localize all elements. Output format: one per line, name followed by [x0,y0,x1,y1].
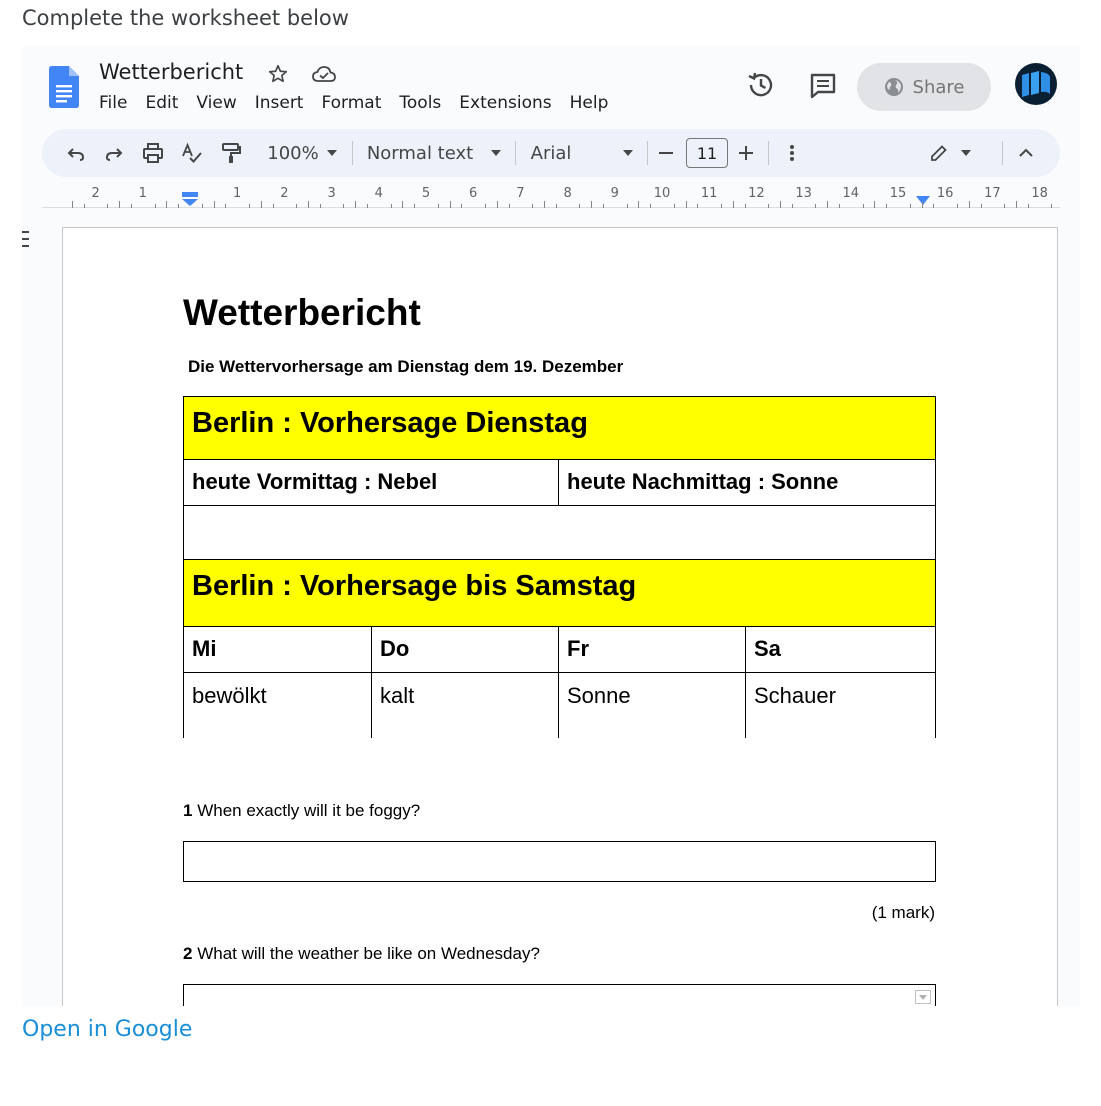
worksheet-instruction: Complete the worksheet below [22,6,349,30]
comments-icon[interactable] [808,71,838,101]
ruler-tick [969,201,970,208]
answer-2-field[interactable] [183,984,936,1006]
document-title[interactable]: Wetterbericht [99,60,244,84]
question-2-number: 2 [183,944,193,963]
zoom-select[interactable] [257,129,347,177]
day-cell: Mi [184,627,372,673]
ruler-tick [509,204,510,208]
ruler-tick [308,201,309,208]
ruler-tick [225,204,226,208]
table-empty-row [184,506,936,560]
ruler-tick [1028,204,1029,208]
ruler-tick [402,201,403,208]
document-page[interactable] [62,227,1058,1006]
question-2-text: What will the weather be like on Wednesday? [197,944,540,963]
ruler-tick [780,201,781,208]
ruler-tick [1004,204,1005,208]
ruler-label: 11 [700,186,718,201]
spellcheck-icon[interactable] [180,129,204,177]
font-family-value: Arial [530,142,572,164]
ruler-label: 16 [936,186,954,201]
ruler-tick [591,201,592,208]
menu-extensions[interactable]: Extensions [459,93,552,113]
chevron-down-icon [327,150,337,156]
ruler-tick [261,201,262,208]
chevron-down-icon [491,150,501,156]
ruler-tick [202,204,203,208]
ruler-label: 6 [469,186,478,201]
ruler-tick [131,204,132,208]
ruler-tick [485,204,486,208]
editing-mode-select[interactable] [925,129,975,177]
menu-file[interactable]: File [99,93,128,113]
ruler-tick [815,204,816,208]
ruler-tick [296,204,297,208]
ruler-tick [745,204,746,208]
ruler-tick [214,201,215,208]
more-options-icon[interactable] [782,129,802,177]
horizontal-ruler[interactable] [42,182,1060,208]
google-docs-logo-icon[interactable] [49,66,79,108]
ruler-tick [1016,201,1017,208]
question-1-number: 1 [183,801,193,820]
menu-tools[interactable]: Tools [399,93,442,113]
increase-font-size-icon[interactable] [735,129,757,177]
ruler-tick [1051,204,1052,208]
ruler-tick [273,204,274,208]
cloud-saved-icon[interactable] [311,64,337,86]
menu-help[interactable]: Help [569,93,609,113]
ruler-tick [355,201,356,208]
menu-insert[interactable]: Insert [254,93,304,113]
table-header-until-saturday: Berlin : Vorhersage bis Samstag [184,560,936,627]
ruler-tick [874,201,875,208]
ruler-tick [933,204,934,208]
ruler-tick [886,204,887,208]
menu-bar [99,93,626,113]
ruler-tick [72,201,73,208]
weather-cell: Schauer [746,673,936,738]
ruler-tick [438,204,439,208]
decrease-font-size-icon[interactable] [655,129,677,177]
ruler-label: 2 [91,186,100,201]
ruler-label: 1 [233,186,242,201]
redo-icon[interactable] [102,129,126,177]
avatar[interactable] [1015,63,1057,105]
ruler-label: 1 [138,186,147,201]
ruler-tick [674,204,675,208]
ruler-tick [532,204,533,208]
day-cell: Sa [746,627,936,673]
question-1 [183,801,420,821]
ruler-label: 17 [984,186,1001,201]
share-label: Share [912,76,965,98]
version-history-icon[interactable] [746,70,776,100]
pencil-icon [929,143,949,163]
ruler-tick [320,204,321,208]
collapse-menus-icon[interactable] [1016,129,1036,177]
ruler-tick [579,204,580,208]
ruler-tick [910,204,911,208]
left-indent-marker-icon[interactable] [182,192,198,206]
ruler-label: 3 [327,186,336,201]
ruler-tick [461,204,462,208]
ruler-tick [450,201,451,208]
ruler-tick [119,201,120,208]
ruler-tick [391,204,392,208]
ruler-label: 5 [421,186,431,201]
ruler-tick [603,204,604,208]
ruler-label: 18 [1031,186,1048,201]
dropdown-arrow-icon[interactable] [915,990,931,1004]
ruler-label: 2 [280,186,289,201]
share-button[interactable] [857,63,991,111]
ruler-label: 9 [610,186,619,201]
menu-edit[interactable]: Edit [145,93,179,113]
ruler-tick [827,201,828,208]
ruler-tick [792,204,793,208]
ruler-tick [922,201,923,208]
open-in-google-link[interactable]: Open in Google [22,1017,193,1042]
ruler-tick [721,204,722,208]
globe-icon [884,77,904,97]
answer-1-field[interactable] [183,841,936,882]
ruler-label: 12 [748,186,765,201]
ruler-label: 8 [563,186,572,201]
ruler-label: 13 [795,186,812,201]
ruler-tick [638,201,639,208]
ruler-label: 4 [374,186,383,201]
ruler-tick [84,204,85,208]
ruler-tick [107,204,108,208]
weather-cell: kalt [372,673,559,738]
ruler-tick [367,204,368,208]
ruler-tick [768,204,769,208]
ruler-tick [497,201,498,208]
day-cell: Do [372,627,559,673]
day-cell: Fr [559,627,746,673]
question-1-text: When exactly will it be foggy? [197,801,421,820]
ruler-tick [733,201,734,208]
table-header-tuesday: Berlin : Vorhersage Dienstag [184,397,936,460]
morning-forecast: heute Vormittag : Nebel [184,460,559,506]
paragraph-style-select[interactable] [364,129,504,177]
afternoon-forecast: heute Nachmittag : Sonne [559,460,936,506]
ruler-tick [414,204,415,208]
formatting-toolbar [42,129,1060,177]
worksheet-title: Wetterbericht [183,292,421,333]
weather-cell: bewölkt [184,673,372,738]
ruler-label: 10 [653,186,671,201]
zoom-value: 100% [267,142,319,164]
paint-format-icon[interactable] [219,129,243,177]
print-icon[interactable] [141,129,165,177]
ruler-tick [249,204,250,208]
ruler-tick [343,204,344,208]
ruler-tick [627,204,628,208]
ruler-tick [863,204,864,208]
ruler-tick [178,204,179,208]
undo-icon[interactable] [64,129,88,177]
google-docs-embed [22,46,1080,1006]
font-size-input[interactable]: 11 [686,138,728,168]
weather-cell: Sonne [559,673,746,738]
question-1-marks: (1 mark) [871,903,935,922]
chevron-down-icon [961,150,971,156]
question-2 [183,944,540,964]
ruler-tick [697,204,698,208]
ruler-tick [957,204,958,208]
chevron-down-icon [623,150,633,156]
ruler-tick [166,201,167,208]
ruler-label: 14 [842,186,860,201]
document-outline-icon[interactable] [22,230,34,248]
ruler-tick [155,204,156,208]
ruler-label: 15 [889,186,907,201]
account-logo-icon [1019,69,1053,99]
menu-format[interactable]: Format [321,93,382,113]
paragraph-style-value: Normal text [366,142,474,164]
worksheet-subtitle: Die Wettervorhersage am Dienstag dem 19. Dezember [188,357,624,376]
ruler-tick [544,201,545,208]
right-indent-marker-icon[interactable] [916,196,930,205]
menu-view[interactable]: View [196,93,237,113]
weather-table [183,396,936,738]
ruler-tick [650,204,651,208]
ruler-label: 7 [516,186,525,201]
ruler-tick [556,204,557,208]
ruler-tick [981,204,982,208]
ruler-tick [686,201,687,208]
ruler-tick [839,204,840,208]
star-icon[interactable] [267,63,289,85]
font-family-select[interactable] [527,129,637,177]
